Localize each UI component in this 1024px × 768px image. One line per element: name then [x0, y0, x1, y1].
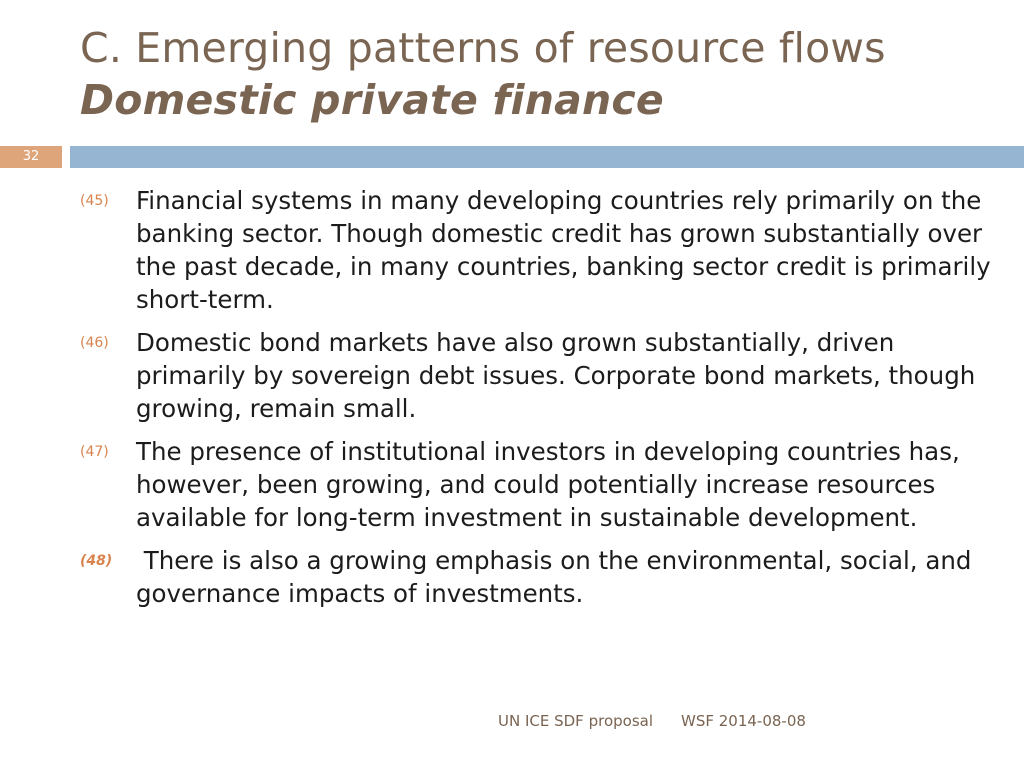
numbered-list [80, 184, 1000, 620]
footer-left: UN ICE SDF proposal [498, 712, 653, 730]
item-text: There is also a growing emphasis on the environmental, social, and governance impacts of investments. [136, 546, 980, 608]
title-rule-bar [70, 146, 1024, 168]
item-number: (47) [80, 444, 109, 460]
slide-title [80, 22, 886, 126]
title-line-2: Domestic private finance [80, 76, 664, 124]
footer-date: WSF 2014-08-08 [681, 712, 806, 730]
list-item [80, 326, 1000, 425]
list-item [80, 184, 1000, 316]
item-text: Financial systems in many developing countries rely primarily on the banking sector. Though domestic credit has grown substantially over the past decade, in many countries, banking sector credit is primarily short-term. [136, 186, 991, 314]
item-text: Domestic bond markets have also grown substantially, driven primarily by sovereign debt issues. Corporate bond markets, though growing, remain small. [136, 328, 976, 423]
slide-footer [498, 712, 806, 730]
item-number: (48) [80, 553, 113, 569]
item-text: The presence of institutional investors in developing countries has, however, been growing, and could potentially increase resources available for long-term investment in sustainable development. [136, 437, 960, 532]
title-rule [0, 146, 1024, 168]
slide-number: 32 [22, 149, 40, 164]
title-line-1: C. Emerging patterns of resource flows [80, 24, 886, 72]
item-number: (46) [80, 335, 109, 351]
list-item [80, 544, 1000, 610]
list-item [80, 435, 1000, 534]
item-number: (45) [80, 193, 109, 209]
